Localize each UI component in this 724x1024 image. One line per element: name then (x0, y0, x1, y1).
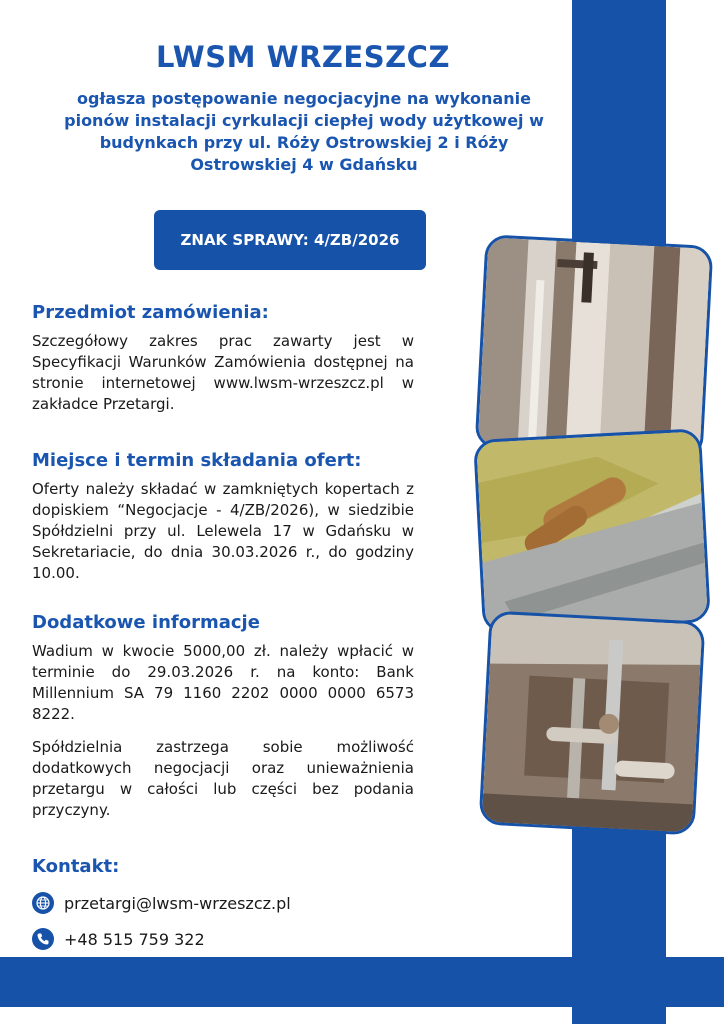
pipe-photo-1 (475, 234, 714, 460)
contact-phone-row[interactable] (32, 927, 432, 951)
section-additional-info (32, 612, 414, 821)
section-submission (32, 450, 414, 584)
decorative-horizontal-stripe (0, 957, 724, 1007)
section-paragraph: Spółdzielnia zastrzega sobie możliwość dodatkowych negocjacji oraz unieważnienia przetargu w całości lub części bez podania przyczyny. (32, 738, 414, 819)
contact-email-row[interactable] (32, 891, 432, 915)
globe-icon (32, 892, 54, 914)
announcement-subtitle: ogłasza postępowanie negocjacyjne na wykonanie pionów instalacji cyrkulacji ciepłej wody użytkowej w budynkach przy ul. Róży Ostrowskiej 2 i Róży Ostrowskiej 4 w Gdańsku (64, 89, 544, 174)
case-reference-badge: ZNAK SPRAWY: 4/ZB/2026 (154, 210, 426, 270)
page-title: LWSM WRZESZCZ (156, 40, 450, 74)
section-subject (32, 302, 414, 415)
phone-icon (32, 928, 54, 950)
section-heading: Przedmiot zamówienia: (32, 302, 269, 323)
section-paragraph: Szczegółowy zakres prac zawarty jest w Specyfikacji Warunków Zamówienia dostępnej na stronie internetowej www.lwsm-wrzeszcz.pl w zakładce Przetargi. (32, 332, 414, 413)
section-paragraph: Wadium w kwocie 5000,00 zł. należy wpłacić w terminie do 29.03.2026 r. na konto: Bank Millennium SA 79 1160 2202 0000 0000 6573 8222. (32, 642, 414, 723)
contact-phone[interactable]: +48 515 759 322 (64, 929, 205, 949)
pipe-photo-2 (473, 428, 711, 634)
pipe-photo-3 (479, 610, 706, 835)
section-heading: Dodatkowe informacje (32, 612, 260, 633)
section-heading: Miejsce i termin składania ofert: (32, 450, 362, 471)
contact-section (32, 856, 432, 963)
contact-email[interactable]: przetargi@lwsm-wrzeszcz.pl (64, 893, 291, 913)
contact-heading: Kontakt: (32, 856, 120, 877)
section-paragraph: Oferty należy składać w zamkniętych kopertach z dopiskiem “Negocjacje - 4/ZB/2026), w siedzibie Spółdzielni przy ul. Lelewela 17 w Gdańsku w Sekretariacie, do dnia 30.03.2026 r., do godziny 10.00. (32, 480, 414, 582)
